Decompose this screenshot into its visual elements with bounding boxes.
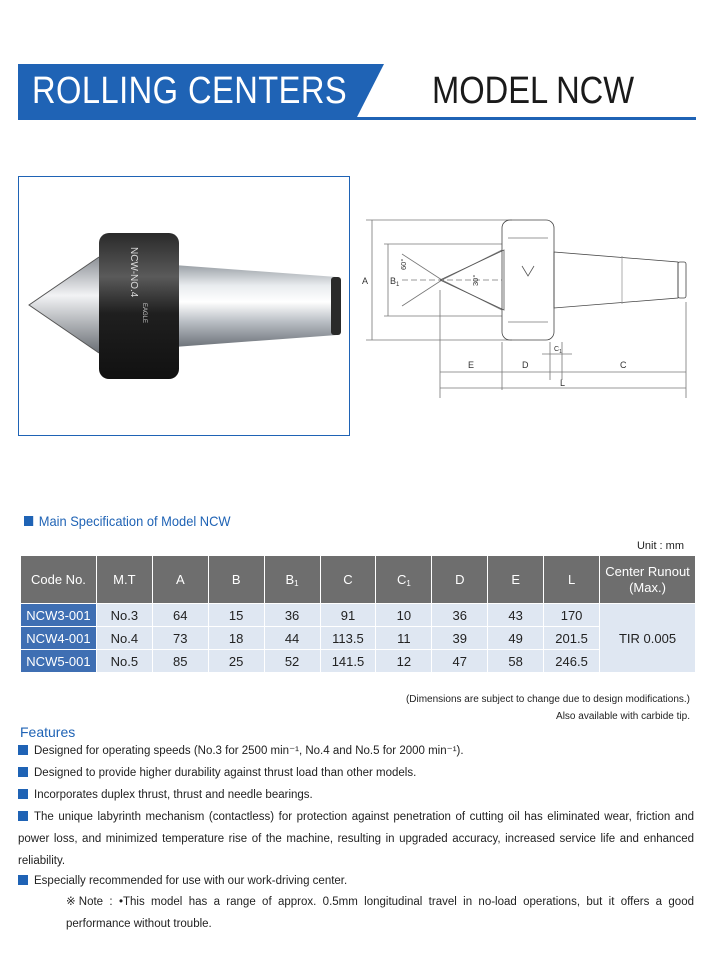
code-cell: NCW5-001 — [21, 650, 97, 673]
bullet-square-icon — [18, 745, 28, 755]
table-cell: 73 — [152, 627, 208, 650]
dim-label-e: E — [468, 360, 475, 370]
feature-item: Designed for operating speeds (No.3 for 2500 min⁻¹, No.4 and No.5 for 2000 min⁻¹). — [18, 740, 694, 762]
table-cell: No.3 — [96, 604, 152, 627]
dim-label-c: C — [620, 360, 627, 370]
col-header: B — [208, 556, 264, 604]
table-cell: 91 — [320, 604, 376, 627]
table-cell: 170 — [544, 604, 600, 627]
dim-label-c1: $C_1$ — [554, 346, 562, 355]
col-header: D — [432, 556, 488, 604]
brand-text: EAGLE — [141, 303, 147, 324]
table-cell: 49 — [488, 627, 544, 650]
page-title: ROLLING CENTERS — [32, 70, 348, 112]
table-cell: 18 — [208, 627, 264, 650]
bullet-square-icon — [18, 875, 28, 885]
table-row — [21, 627, 696, 650]
table-cell: 44 — [264, 627, 320, 650]
feature-item: Incorporates duplex thrust, thrust and needle bearings. — [18, 784, 694, 806]
table-cell: 36 — [432, 604, 488, 627]
table-row — [21, 650, 696, 673]
table-cell: 25 — [208, 650, 264, 673]
table-cell: 10 — [376, 604, 432, 627]
table-cell: 201.5 — [544, 627, 600, 650]
travel-note: ※Note : •This model has a range of approx. 0.5mm longitudinal travel in no-load operations, but it offers a good performance without trouble. — [66, 896, 694, 930]
model-title: MODEL NCW — [432, 70, 635, 112]
table-cell: 85 — [152, 650, 208, 673]
table-cell: 15 — [208, 604, 264, 627]
shank-end — [331, 277, 341, 335]
header-rule — [18, 117, 696, 120]
features-heading: Features — [20, 724, 76, 740]
table-cell: 52 — [264, 650, 320, 673]
table-cell: 64 — [152, 604, 208, 627]
technical-drawing — [362, 210, 702, 406]
bullet-square-icon — [18, 767, 28, 777]
angle-30-label: 30° — [471, 274, 480, 286]
dim-label-b1: $B_1$ — [390, 276, 400, 288]
table-cell: 47 — [432, 650, 488, 673]
table-cell: No.4 — [96, 627, 152, 650]
table-cell: 11 — [376, 627, 432, 650]
table-cell: 36 — [264, 604, 320, 627]
runout-cell: TIR 0.005 — [600, 604, 696, 673]
heading-marker-icon — [24, 516, 33, 526]
engraving-text: NCW-NO.4 — [128, 247, 139, 298]
feature-item: The unique labyrinth mechanism (contactless) for protection against penetration of cutting oil has eliminated wear, friction and power loss, and minimized temperature rise of the machine, resulting in upgraded accuracy, increased service life and enhanced reliability. — [18, 811, 694, 867]
note-prefix: ※Note : • — [66, 896, 123, 908]
carbide-note: Also available with carbide tip. — [556, 711, 690, 722]
table-cell: 12 — [376, 650, 432, 673]
dim-label-a: A — [362, 276, 369, 286]
table-cell: 39 — [432, 627, 488, 650]
table-cell: 141.5 — [320, 650, 376, 673]
col-header: Center Runout (Max.) — [600, 556, 696, 604]
dimensions-note: (Dimensions are subject to change due to design modifications.) — [405, 694, 690, 705]
bullet-square-icon — [18, 789, 28, 799]
angle-60-label: 60° — [399, 258, 408, 270]
table-row — [21, 604, 696, 627]
feature-item: Designed to provide higher durability against thrust load than other models. — [18, 762, 694, 784]
table-header-row — [21, 556, 696, 604]
col-header: B1 — [264, 556, 320, 604]
bullet-square-icon — [18, 811, 28, 821]
table-cell: 246.5 — [544, 650, 600, 673]
code-cell: NCW3-001 — [21, 604, 97, 627]
table-cell: No.5 — [96, 650, 152, 673]
unit-label: Unit : mm — [636, 540, 684, 552]
feature-item: Especially recommended for use with our work-driving center. — [18, 870, 694, 892]
col-header: Code No. — [21, 556, 97, 604]
dim-label-l: L — [560, 378, 566, 388]
table-cell: 43 — [488, 604, 544, 627]
table-cell: 113.5 — [320, 627, 376, 650]
col-header: E — [488, 556, 544, 604]
col-header: L — [544, 556, 600, 604]
col-header: A — [152, 556, 208, 604]
col-header: C — [320, 556, 376, 604]
table-cell: 58 — [488, 650, 544, 673]
spec-table — [20, 555, 696, 673]
col-header: C1 — [376, 556, 432, 604]
product-photo — [18, 176, 350, 436]
code-cell: NCW4-001 — [21, 627, 97, 650]
dim-label-d: D — [522, 360, 529, 370]
col-header: M.T — [96, 556, 152, 604]
spec-heading: Main Specification of Model NCW — [24, 513, 231, 529]
